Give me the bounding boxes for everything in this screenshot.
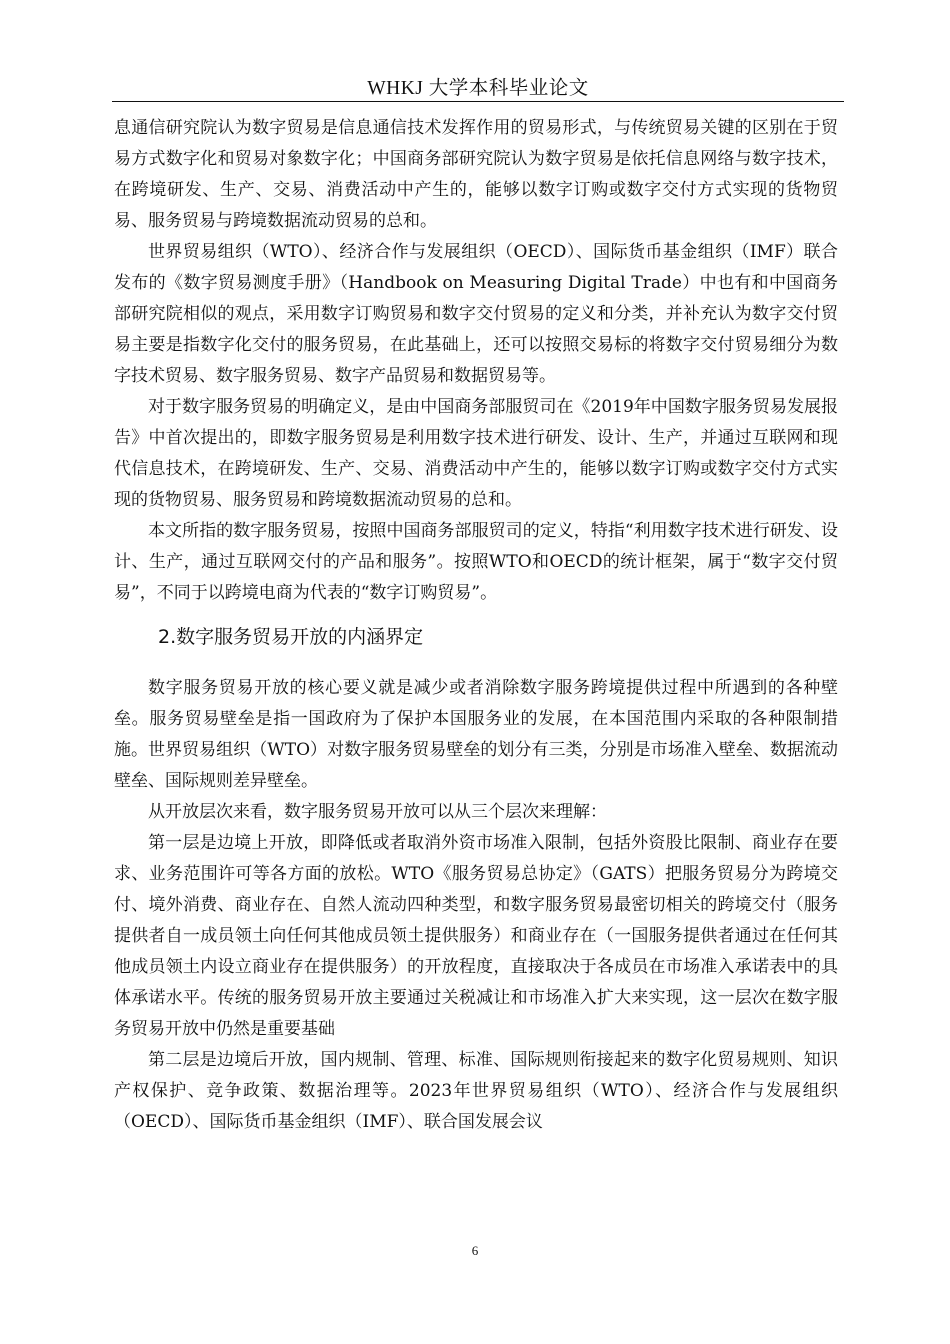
paragraph-level-one: 第一层是边境上开放，即降低或者取消外资市场准入限制，包括外资股比限制、商业存在要求、业务范围许可等各方面的放松。WTO《服务贸易总协定》（GATS）把服务贸易分为跨境交付、境外消费、商业存在、自然人流动四种类型，和数字服务贸易最密切相关的跨境交付（服务提供者自一成员领土向任何其他成员领土提供服务）和商业存在（一国服务提供者通过在任何其他成员领土内设立商业存在提供服务）的开放程度，直接取决于各成员在市场准入承诺表中的具体承诺水平。传统的服务贸易开放主要通过关税减让和市场准入扩大来实现，这一层次在数字服务贸易开放中仍然是重要基础 (114, 833, 838, 1039)
paragraph-handbook: 世界贸易组织（WTO）、经济合作与发展组织（OECD）、国际货币基金组织（IMF）联合发布的《数字贸易测度手册》（Handbook on Measuring Digital Trade）中也有和中国商务部研究院相似的观点，采用数字订购贸易和数字交付贸易的定义和分类，并补充认为数字交付贸易主要是指数字化交付的服务贸易，在此基础上，还可以按照交易标的将数字交付贸易细分为数字技术贸易、数字服务贸易、数字产品贸易和数据贸易等。 (114, 242, 838, 386)
section-heading: 2.数字服务贸易开放的内涵界定 (158, 626, 424, 648)
document-body (114, 113, 838, 1138)
paragraph-levels-intro: 从开放层次来看，数字服务贸易开放可以从三个层次来理解： (148, 802, 607, 822)
header-divider (112, 101, 844, 102)
paragraph-definition: 对于数字服务贸易的明确定义，是由中国商务部服贸司在《2019年中国数字服务贸易发展报告》中首次提出的，即数字服务贸易是利用数字技术进行研发、设计、生产，并通过互联网和现代信息技术，在跨境研发、生产、交易、消费活动中产生的，能够以数字订购或数字交付方式实现的货物贸易、服务贸易和跨境数据流动贸易的总和。 (114, 397, 838, 510)
paragraph-continuation: 息通信研究院认为数字贸易是信息通信技术发挥作用的贸易形式，与传统贸易关键的区别在于贸易方式数字化和贸易对象数字化；中国商务部研究院认为数字贸易是依托信息网络与数字技术，在跨境研发、生产、交易、消费活动中产生的，能够以数字订购或数字交付方式实现的货物贸易、服务贸易与跨境数据流动贸易的总和。 (114, 118, 838, 231)
paragraph-core-meaning: 数字服务贸易开放的核心要义就是减少或者消除数字服务跨境提供过程中所遇到的各种壁垒。服务贸易壁垒是指一国政府为了保护本国服务业的发展，在本国范围内采取的各种限制措施。世界贸易组织（WTO）对数字服务贸易壁垒的划分有三类，分别是市场准入壁垒、数据流动壁垒、国际规则差异壁垒。 (114, 678, 838, 791)
page-header-title: WHKJ 大学本科毕业论文 (367, 78, 589, 99)
paragraph-level-two: 第二层是边境后开放，国内规制、管理、标准、国际规则衔接起来的数字化贸易规则、知识产权保护、竞争政策、数据治理等。2023年世界贸易组织（WTO）、经济合作与发展组织（OECD）、国际货币基金组织（IMF）、联合国发展会议 (114, 1050, 838, 1132)
page-number: 6 (471, 1243, 479, 1258)
paragraph-scope: 本文所指的数字服务贸易，按照中国商务部服贸司的定义，特指“利用数字技术进行研发、设计、生产，通过互联网交付的产品和服务”。按照WTO和OECD的统计框架，属于“数字交付贸易”，不同于以跨境电商为代表的“数字订购贸易”。 (114, 521, 838, 603)
